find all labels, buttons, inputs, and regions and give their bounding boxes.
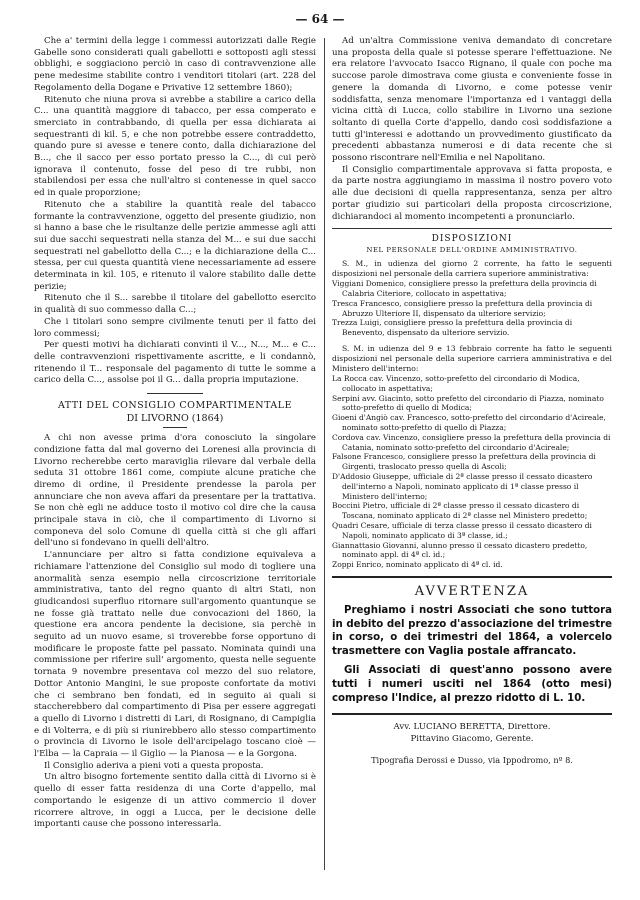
right-column [332,36,612,765]
list-item: Gioeni d'Angiò cav. Francesco, sotto-prefetto del circondario d'Acireale, nominato sotto-prefetto di quello di Piazza; [332,413,606,433]
section-divider [147,393,203,394]
section-subtitle: DI LIVORNO (1864) [126,413,224,425]
paragraph: Un altro bisogno fortemente sentito dalla città di Livorno si è quello di esser fatta residenza di una Corte d'appello, mal comportando le esigenze di un attivo commercio il dover ricorrere altrove, in oggi a Lucca, per le decisione delle importanti cause che possono interessarla. [34,772,316,830]
list-item: Giannattasio Giovanni, alunno presso il cessato dicastero predetto, nominato appl. di 4ª cl. id.; [332,540,588,560]
list-item: Serpini avv. Giacinto, sotto prefetto del circondario di Piazza, nominato sotto-prefetto di quello di Modica; [332,393,604,413]
printer-imprint: Tipografia Derossi e Dusso, via Ippodromo, nº 8. [371,755,573,766]
paragraph: Ritenuto che il S... sarebbe il titolare del gabellotto esercito in qualità di suo commesso dalla C...; [34,293,316,316]
section-divider [332,713,612,715]
list-item: Falsone Francesco, consigliere presso la prefettura della provincia di Girgenti, traslocato presso quella di Ascoli; [332,452,596,472]
paragraph: Che i titolari sono sempre civilmente tenuti per il fatto dei loro commessi; [34,316,316,339]
dispositions-intro: S. M., in udienza del giorno 2 corrente, ha fatto le seguenti disposizioni nel personale della carriera superiore amministrativa: [332,259,612,279]
paragraph: Che a' termini della legge i commessi autorizzati dalle Regie Gabelle sono considerati quali gabellotti e sottoposti agli stessi obblighi, e soggiaciono perciò in caso di contravvenzione alle pene medesime stabilite contro i venditori titolari (art. 228 del Regolamento della Dogane e Privative 12 settembre 1860); [34,36,316,93]
list-item: Viggiani Domenico, consigliere presso la prefettura della provincia di Calabria Citeriore, collocato in aspettativa; [332,279,597,299]
list-item: Boccini Pietro, ufficiale di 2ª classe presso il cessato dicastero di Toscana, nominato applicato di 2ª classe nel Ministero predetto; [332,501,588,521]
dispositions-subtitle: NEL PERSONALE DELL'ORDINE AMMINISTRATIVO. [366,246,578,255]
paragraph: Per questi motivi ha dichiarati convinti il V..., N..., M... e C... delle contravvenzioni rispettivamente ascritte, e li condannò, ritenendo il T... responsale del pagamento di tutte le somme a carico della C..., assolse poi il G... dalla propria imputazione. [34,340,316,386]
notice-title: AVVERTENZA [414,583,530,599]
paragraph: L'annunciare per altro si fatta condizione equivaleva a richiamare l'attenzione del Consiglio sul modo di togliere una anormalità senza esempio nella circoscrizione territoriale amministrativa, tanto del regno quanto di altri Stati, non giudicandosi superfluo ritornare sull'argomento quantunque se ne fosse già trattato nelle due convocazioni del 1860, la questione era ancora pendente la decisione, sia perchè in seguito ad un nuovo esame, si troverebbe forse opportuno di modificare le proposte fatte pel passato. Nominata quindi una commissione per riferire sull' argomento, questa nelle seguente tornata 9 novembre presentava col mezzo del suo relatore, Dottor Antonio Mangini, le sue proposte confortate da motivi che ci sembrano ben fondati, ed in seguito ai quali si staccherebbero dal compartimento di Pisa per essere aggregati a quello di Livorno i distretti di Lari, di Rosignano, di Campiglia e di Volterra, e di più si riunirebbero allo stesso compartimento o provincia di Livorno le isole dell'arcipelago toscano cioè — l'Elba — la Capraia — il Giglio — la Pianosa — e la Gorgona. [34,550,316,760]
notice-paragraph: Gli Associati di quest'anno possono avere tutti i numeri usciti nel 1864 (otto mesi) compreso l'Indice, al prezzo ridotto di L. 10. [332,665,612,704]
manager-signature: Pittavino Giacomo, Gerente. [410,734,534,745]
paragraph: A chi non avesse prima d'ora conosciuto la singolare condizione fatta dal mal governo dei Lorenesi alla provincia di Livorno recherebbe certo maraviglia rilevare dal verbale della seduta 31 ottobre 1861 come, compiute alcune pratiche che diremo di ordine, il Presidente prendesse la parola per annunciare che non aveva affari da presentare per la trattativa. Se non chè egli ne adduce tosto il motivo col dire che la causa principale stava in ciò, che il compartimento di Livorno si componeva del solo Comune di quella città si che gli affari dell'uno si fondevano in quelli dell'altro. [34,433,316,549]
paragraph: Il Consiglio aderiva a pieni voti a questa proposta. [44,760,264,771]
dispositions-intro: S. M. in udienza del 9 e 13 febbraio corrente ha fatto le seguenti disposizioni nel personale della superiore carriera amministrativa e del Ministero dell'interno: [332,344,612,374]
paragraph: Ritenuto che niuna prova si avrebbe a stabilire a carico della C... una quantità maggiore di tabacco, per essa comperato e smerciato in contrabbando, di quella per essa dichiarata ai sequestranti di kil. 5, e che non potrebbe essere contraddetto, quando pure si avesse e tenere conto, dalla dichiarazione del B..., che il sacco per esso portato presso la C..., di cui però ignorava il contenuto, fosse del peso di tre rubbi, non stabilendosi per essa che null'altro si contenesse in quel sacco ed in quale proporzione; [34,94,316,199]
paragraph: Ad un'altra Commissione veniva demandato di concretare una proposta della quale si potesse sperare l'effettuazione. Ne era relatore l'avvocato Isacco Rignano, il quale con poche ma succose parole dimostrava come giusta e conveniente fosse in genere la domanda di Livorno, e come potesse venir soddisfatta, senza menomare l'importanza ed i vantaggi della vicina città di Lucca, collo stabilire in Livorno una sezione soltanto di quella Corte d'appello, dando così soddisfazione a tutti gl'interessi e adottando un provvedimento giustificato da precedenti abbastanza numerosi e di data recente che si possono riscontrare nell'Emilia e nel Napolitano. [332,36,612,164]
list-item: La Rocca cav. Vincenzo, sotto-prefetto del circondario di Modica, collocato in aspettativa; [332,374,580,393]
page-number: — 64 — [295,12,345,26]
notice-paragraph: Preghiamo i nostri Associati che sono tuttora in debito del prezzo d'associazione del trimestre in corso, o dei trimestri del 1864, a volercelo trasmettere con Vaglia postale affrancato. [332,604,612,657]
list-item: Tresca Francesco, consigliere presso la prefettura della provincia di Abruzzo Ulteriore II, dispensato da ulteriore servizio; [332,298,593,318]
section-title: ATTI DEL CONSIGLIO COMPARTIMENTALE [57,400,293,412]
section-divider [163,427,187,428]
director-signature: Avv. LUCIANO BERETTA, Direttore. [393,722,551,733]
column-divider [324,38,325,870]
list-item: Cordova cav. Vincenzo, consigliere presso la prefettura della provincia di Catania, nominato sotto-prefetto del circondario d'Acireale; [332,432,611,452]
list-item: Trezza Luigi, consigliere presso la prefettura della provincia di Benevento, dispensato da ulteriore servizio. [332,318,573,338]
paragraph: Ritenuto che a stabilire la quantità reale del tabacco formante la contravvenzione, oggetto del presente giudizio, non si hanno a base che le risultanze delle perizie ammesse agli atti sui due sacchi sequestrati nella stanza del M... e sui due sacchi sequestrati nel gabellotto della C...; e la dichiarazione della C... stessa, per cui questa quantità viene necessariamente ad essere determinata in kil. 105, e ritenuto il valore stabilito dalle dette perizie; [34,199,316,292]
dispositions-title: DISPOSIZIONI [431,234,513,245]
list-item: Quadri Cesare, ufficiale di terza classe presso il cessato dicastero di Napoli, nominato applicato di 3ª classe, id.; [332,520,592,540]
left-column [34,36,316,831]
section-divider [332,228,612,229]
section-divider [332,576,612,578]
paragraph: Il Consiglio compartimentale approvava si fatta proposta, e da parte nostra aggiungiamo in massima il nostro povero voto alle due decisioni di quella rappresentanza, senza per altro portar giudizio sui particolari della proposta circoscrizione, dichiarandoci al momento incompetenti a pronunciarlo. [332,164,612,222]
list-item: Zoppi Enrico, nominato applicato di 4ª cl. id. [332,560,503,570]
list-item: D'Addosio Giuseppe, ufficiale di 2ª classe presso il cessato dicastero dell'interno a Napoli, nominato applicato di 1ª classe presso il Ministero dell'interno; [332,472,593,501]
